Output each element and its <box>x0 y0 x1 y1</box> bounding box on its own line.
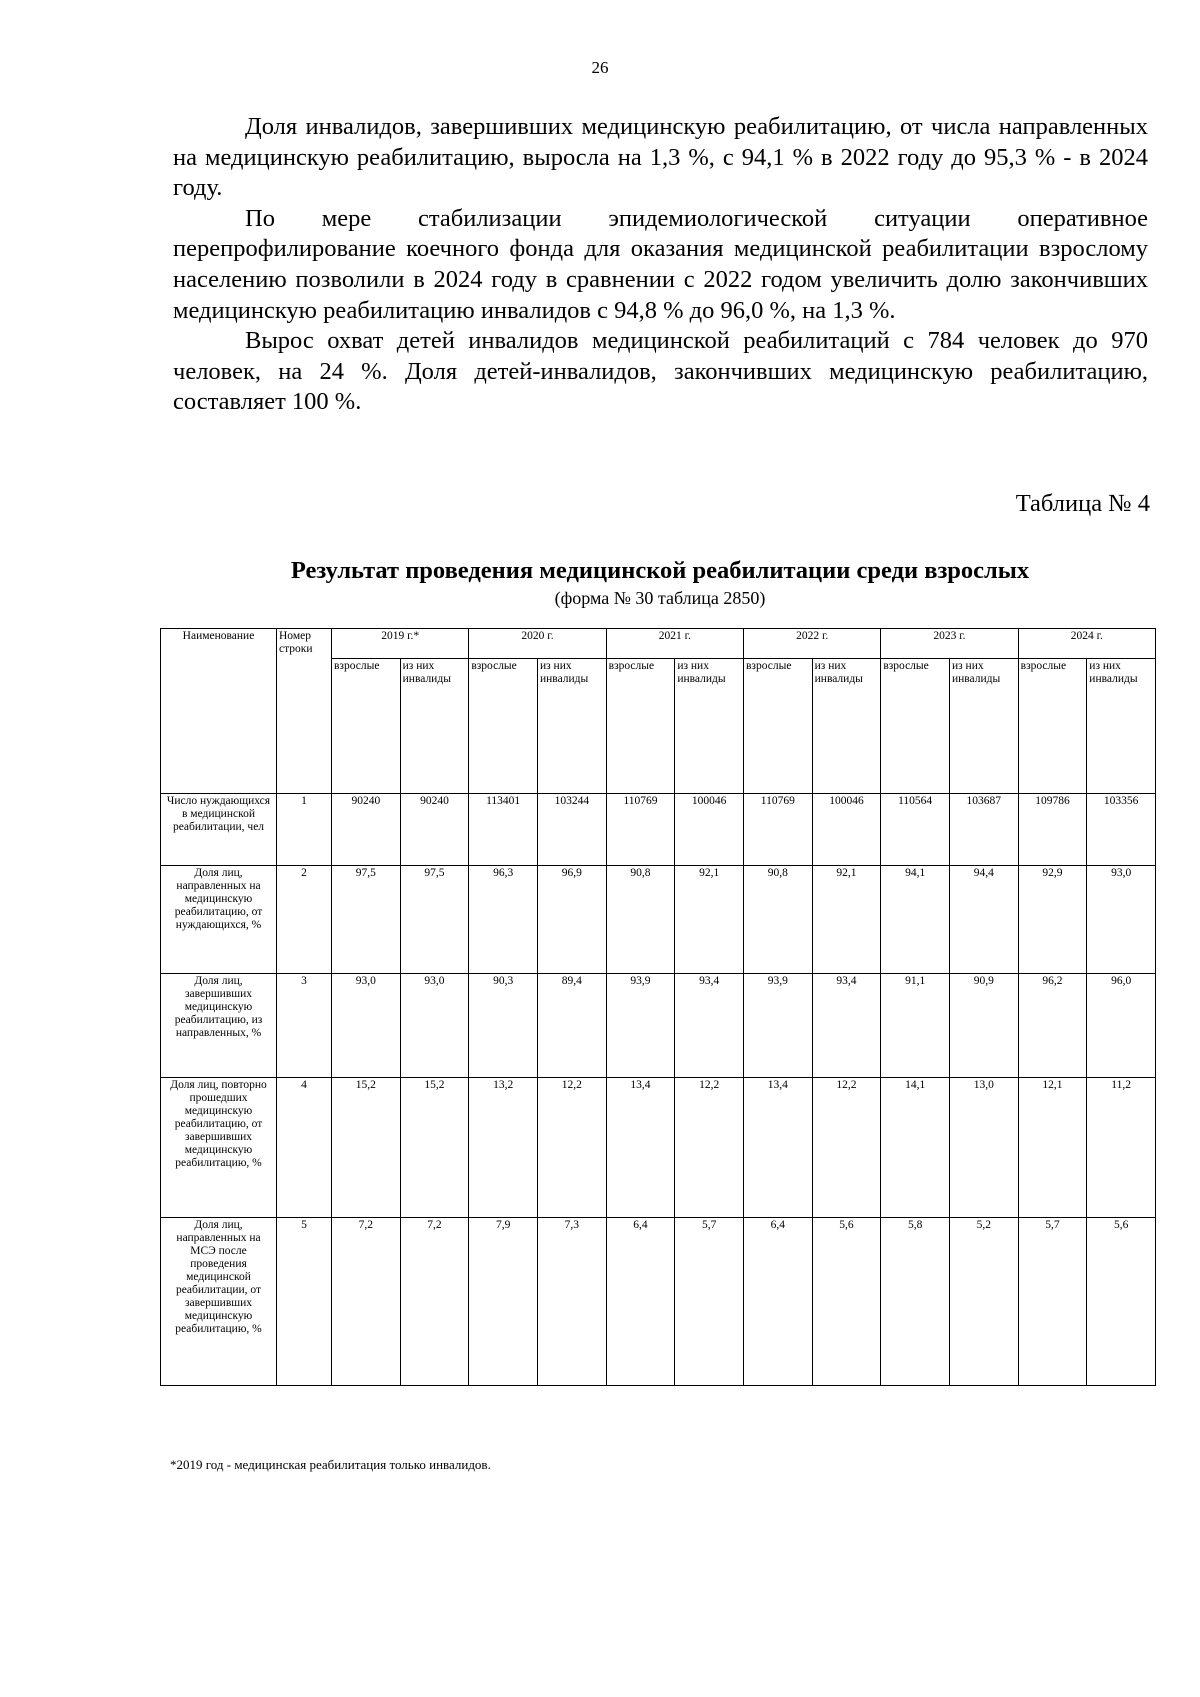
cell-value: 96,2 <box>1018 974 1087 1078</box>
cell-value: 94,1 <box>881 866 950 974</box>
cell-value: 7,9 <box>469 1218 538 1386</box>
cell-value: 110564 <box>881 794 950 866</box>
cell-value: 7,2 <box>400 1218 469 1386</box>
header-year: 2021 г. <box>606 629 743 659</box>
paragraph: Вырос охват детей инвалидов медицинской реабилитаций с 784 человек до 970 человек, на 24 %. Доля детей-инвалидов, закончивших медицинскую реабилитацию, составляет 100 %. <box>173 327 1148 416</box>
paragraph: По мере стабилизации эпидемиологической ситуации оперативное перепрофилирование коечного фонда для оказания медицинской реабилитации взрослому населению позволили в 2024 году в сравнении с 2022 годом увеличить долю закончивших медицинскую реабилитацию инвалидов с 94,8 % до 96,0 %, на 1,3 %. <box>173 204 1148 324</box>
cell-value: 91,1 <box>881 974 950 1078</box>
table-row <box>161 1078 1156 1218</box>
header-disabled: из них инвалиды <box>400 659 469 794</box>
header-disabled: из них инвалиды <box>812 659 881 794</box>
row-number: 5 <box>277 1218 332 1386</box>
cell-value: 90240 <box>400 794 469 866</box>
cell-value: 11,2 <box>1087 1078 1156 1218</box>
header-adults: взрослые <box>469 659 538 794</box>
row-name: Доля лиц, завершивших медицинскую реабилитацию, из направленных, % <box>161 974 277 1078</box>
cell-value: 7,3 <box>537 1218 606 1386</box>
cell-value: 90,3 <box>469 974 538 1078</box>
row-name: Доля лиц, направленных на МСЭ после проведения медицинской реабилитации, от завершивших медицинскую реабилитацию, % <box>161 1218 277 1386</box>
row-number: 1 <box>277 794 332 866</box>
header-year: 2024 г. <box>1018 629 1155 659</box>
row-number: 4 <box>277 1078 332 1218</box>
cell-value: 6,4 <box>606 1218 675 1386</box>
cell-value: 109786 <box>1018 794 1087 866</box>
cell-value: 110769 <box>743 794 812 866</box>
header-adults: взрослые <box>881 659 950 794</box>
rehabilitation-table <box>160 628 1156 1386</box>
cell-value: 93,9 <box>743 974 812 1078</box>
cell-value: 7,2 <box>332 1218 401 1386</box>
paragraph: Доля инвалидов, завершивших медицинскую реабилитацию, от числа направленных на медицинскую реабилитацию, выросла на 1,3 %, с 94,1 % в 2022 году до 95,3 % - в 2024 году. <box>173 113 1148 202</box>
table-body <box>161 794 1156 1386</box>
table-row <box>161 794 1156 866</box>
cell-value: 5,7 <box>675 1218 744 1386</box>
table-row <box>161 974 1156 1078</box>
cell-value: 100046 <box>812 794 881 866</box>
cell-value: 12,2 <box>537 1078 606 1218</box>
cell-value: 110769 <box>606 794 675 866</box>
header-adults: взрослые <box>743 659 812 794</box>
cell-value: 5,8 <box>881 1218 950 1386</box>
cell-value: 103687 <box>949 794 1018 866</box>
cell-value: 13,2 <box>469 1078 538 1218</box>
cell-value: 93,4 <box>812 974 881 1078</box>
cell-value: 93,9 <box>606 974 675 1078</box>
cell-value: 113401 <box>469 794 538 866</box>
cell-value: 92,1 <box>675 866 744 974</box>
cell-value: 93,0 <box>400 974 469 1078</box>
cell-value: 5,2 <box>949 1218 1018 1386</box>
header-disabled: из них инвалиды <box>675 659 744 794</box>
cell-value: 12,2 <box>675 1078 744 1218</box>
cell-value: 14,1 <box>881 1078 950 1218</box>
header-year: 2023 г. <box>881 629 1018 659</box>
cell-value: 103244 <box>537 794 606 866</box>
cell-value: 103356 <box>1087 794 1156 866</box>
header-adults: взрослые <box>606 659 675 794</box>
header-disabled: из них инвалиды <box>1087 659 1156 794</box>
cell-value: 94,4 <box>949 866 1018 974</box>
header-adults: взрослые <box>1018 659 1087 794</box>
table-row <box>161 1218 1156 1386</box>
cell-value: 90240 <box>332 794 401 866</box>
cell-value: 6,4 <box>743 1218 812 1386</box>
cell-value: 93,0 <box>332 974 401 1078</box>
cell-value: 12,1 <box>1018 1078 1087 1218</box>
row-name: Доля лиц, направленных на медицинскую реабилитацию, от нуждающихся, % <box>161 866 277 974</box>
cell-value: 13,4 <box>743 1078 812 1218</box>
body-text <box>173 112 1148 418</box>
row-number: 2 <box>277 866 332 974</box>
table-number: Таблица № 4 <box>1015 490 1150 517</box>
cell-value: 5,6 <box>812 1218 881 1386</box>
header-year: 2020 г. <box>469 629 606 659</box>
cell-value: 100046 <box>675 794 744 866</box>
header-adults: взрослые <box>332 659 401 794</box>
table-row <box>161 866 1156 974</box>
cell-value: 92,1 <box>812 866 881 974</box>
cell-value: 90,9 <box>949 974 1018 1078</box>
cell-value: 90,8 <box>743 866 812 974</box>
header-row-number: Номер строки <box>277 629 332 794</box>
cell-value: 13,4 <box>606 1078 675 1218</box>
cell-value: 97,5 <box>400 866 469 974</box>
cell-value: 92,9 <box>1018 866 1087 974</box>
header-year: 2022 г. <box>743 629 880 659</box>
cell-value: 12,2 <box>812 1078 881 1218</box>
cell-value: 5,6 <box>1087 1218 1156 1386</box>
cell-value: 15,2 <box>332 1078 401 1218</box>
page-number: 26 <box>591 58 609 77</box>
table-title: Результат проведения медицинской реабилитации среди взрослых <box>290 557 1030 584</box>
header-name: Наименование <box>161 629 277 794</box>
table-subtitle: (форма № 30 таблица 2850) <box>554 588 766 608</box>
cell-value: 96,0 <box>1087 974 1156 1078</box>
row-name: Число нуждающихся в медицинской реабилитации, чел <box>161 794 277 866</box>
footnote: *2019 год - медицинская реабилитация только инвалидов. <box>170 1457 491 1472</box>
row-number: 3 <box>277 974 332 1078</box>
row-name: Доля лиц, повторно прошедших медицинскую реабилитацию, от завершивших медицинскую реабилитацию, % <box>161 1078 277 1218</box>
cell-value: 5,7 <box>1018 1218 1087 1386</box>
cell-value: 93,4 <box>675 974 744 1078</box>
cell-value: 97,5 <box>332 866 401 974</box>
header-disabled: из них инвалиды <box>537 659 606 794</box>
cell-value: 90,8 <box>606 866 675 974</box>
header-disabled: из них инвалиды <box>949 659 1018 794</box>
cell-value: 96,9 <box>537 866 606 974</box>
cell-value: 89,4 <box>537 974 606 1078</box>
cell-value: 93,0 <box>1087 866 1156 974</box>
header-year: 2019 г.* <box>332 629 469 659</box>
cell-value: 96,3 <box>469 866 538 974</box>
cell-value: 15,2 <box>400 1078 469 1218</box>
cell-value: 13,0 <box>949 1078 1018 1218</box>
